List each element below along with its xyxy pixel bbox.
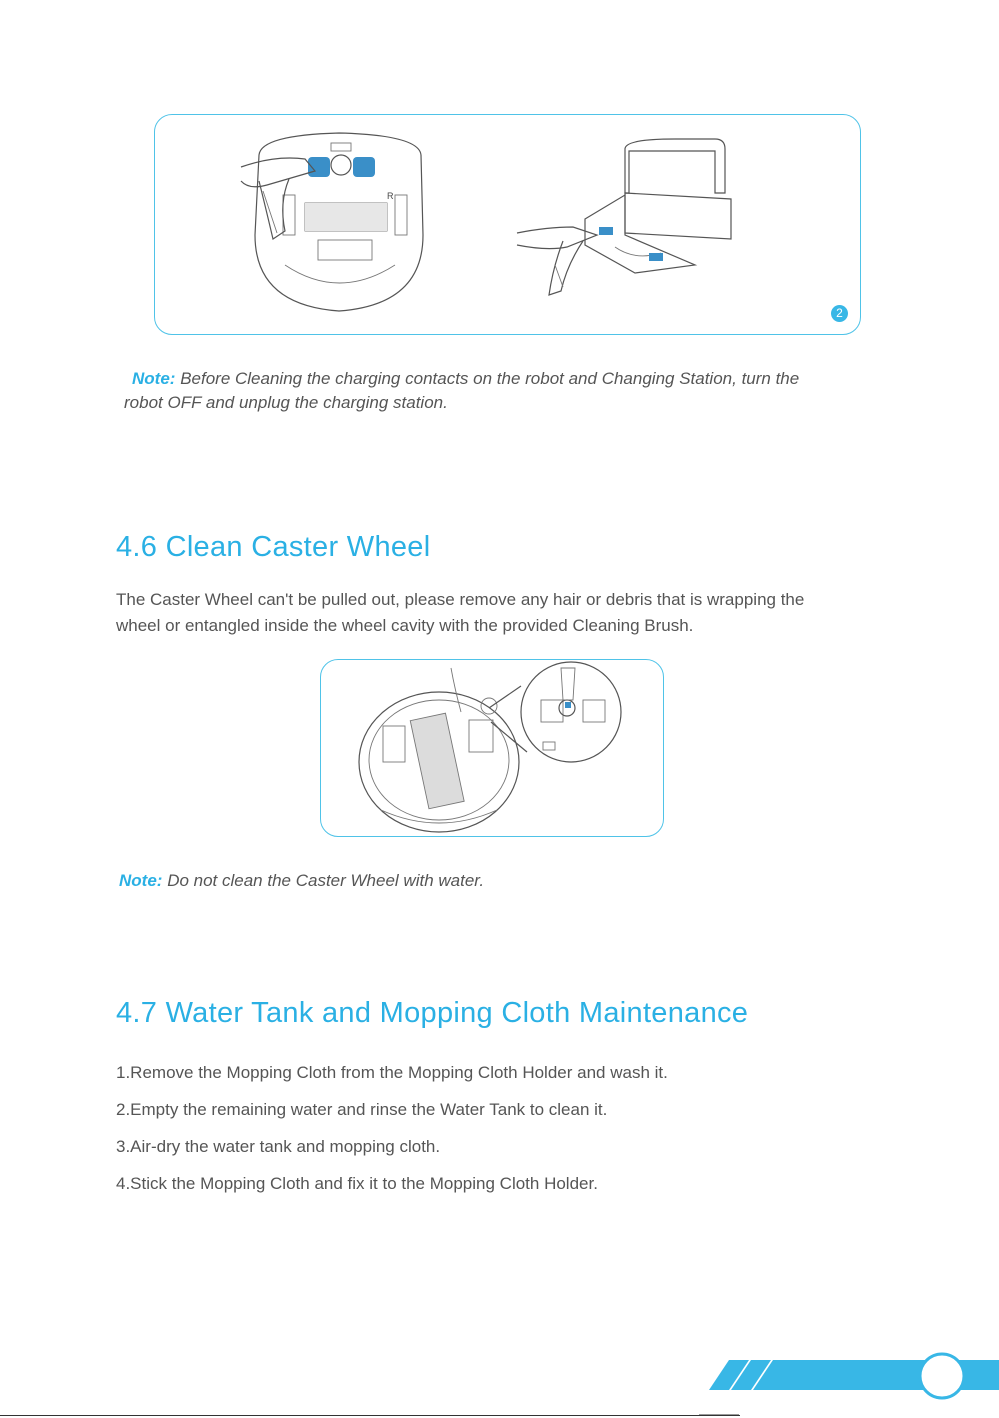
- page-number-circle-icon: [920, 1354, 964, 1398]
- footer-rule: [0, 1415, 740, 1416]
- caster-wheel-illustration: [321, 660, 665, 838]
- note-charging: [124, 367, 904, 415]
- note-caster-wheel: [119, 869, 484, 893]
- list-item: 1.Remove the Mopping Cloth from the Mopping Cloth Holder and wash it.: [116, 1063, 668, 1082]
- section-4-6-paragraph: [116, 587, 896, 639]
- section-heading-4-6: 4.6 Clean Caster Wheel: [116, 531, 431, 563]
- footer-decoration: [699, 1348, 999, 1418]
- note-label: Note:: [119, 871, 163, 890]
- paragraph-line: The Caster Wheel can't be pulled out, please remove any hair or debris that is wrapping the: [116, 590, 805, 609]
- list-item: 2.Empty the remaining water and rinse the Water Tank to clean it.: [116, 1100, 608, 1119]
- svg-text:R: R: [387, 191, 394, 201]
- list-item: 4.Stick the Mopping Cloth and fix it to the Mopping Cloth Holder.: [116, 1174, 598, 1193]
- list-item: 3.Air-dry the water tank and mopping cloth.: [116, 1137, 441, 1156]
- note-text: Do not clean the Caster Wheel with water.: [167, 871, 485, 890]
- note-label: Note:: [132, 369, 176, 388]
- note-text: Before Cleaning the charging contacts on the robot and Changing Station, turn the: [180, 369, 800, 388]
- paragraph-line: wheel or entangled inside the wheel cavity with the provided Cleaning Brush.: [116, 616, 694, 635]
- illustration-frame-charging-contacts: [154, 114, 861, 335]
- robot-underside-cleaning-illustration: [155, 115, 862, 336]
- step-badge: 2: [831, 305, 848, 322]
- section-heading-4-7: 4.7 Water Tank and Mopping Cloth Maintenance: [116, 997, 749, 1029]
- illustration-frame-caster-wheel: [320, 659, 664, 837]
- note-text-line2: robot OFF and unplug the charging station.: [124, 393, 448, 412]
